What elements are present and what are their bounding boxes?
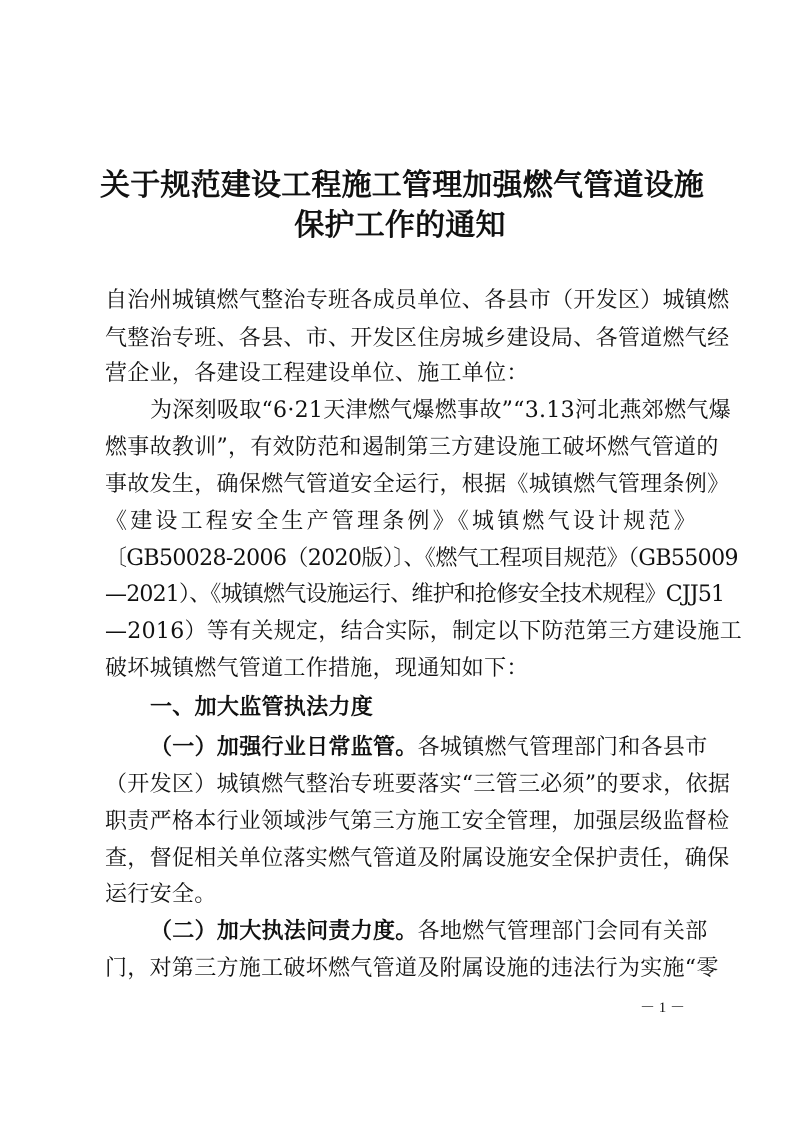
- page-number: － 1 －: [640, 1000, 686, 1016]
- item-1-line-3: 职责严格本行业领域涉气第三方施工安全管理，加强层级监督检: [105, 809, 730, 834]
- document-title-line-1: 关于规范建设工程施工管理加强燃气管道设施: [100, 168, 704, 203]
- item-1-line-5: 运行安全。: [105, 882, 217, 907]
- item-2-text: 各地燃气管理部门会同有关部: [417, 919, 708, 944]
- intro-line-1: 为深刻吸取“6·21天津燃气爆燃事故”“3.13河北燕郊燃气爆: [150, 398, 732, 423]
- intro-line-3: 事故发生，确保燃气管道安全运行，根据《城镇燃气管理条例》: [105, 472, 730, 497]
- item-2-line-2: 门，对第三方施工破坏燃气管道及附属设施的违法行为实施“零: [105, 956, 719, 981]
- section-heading: 一、加大监管执法力度: [150, 695, 374, 720]
- addressee-line-2: 气整治专班、各县、市、开发区住房城乡建设局、各管道燃气经: [105, 326, 730, 351]
- item-2-first-line: [150, 914, 708, 950]
- document-title-line-2: 保护工作的通知: [294, 208, 506, 243]
- item-1-first-line: [150, 730, 708, 766]
- item-1-line-4: 查，督促相关单位落实燃气管道及附属设施安全保护责任，确保: [105, 846, 730, 871]
- addressee-line-3: 营企业，各建设工程建设单位、施工单位：: [105, 361, 529, 386]
- intro-line-8: 破坏城镇燃气管道工作措施，现通知如下：: [105, 656, 529, 681]
- intro-line-5: 〔GB50028-2006（2020版）〕、《燃气工程项目规范》（GB55009: [105, 546, 738, 571]
- intro-line-4: 《建设工程安全生产管理条例》《城镇燃气设计规范》: [105, 509, 699, 534]
- intro-line-6: —2021）、《城镇燃气设施运行、维护和抢修安全技术规程》CJJ51: [105, 582, 725, 607]
- intro-line-2: 燃事故教训”，有效防范和遏制第三方建设施工破坏燃气管道的: [105, 435, 719, 460]
- addressee-line-1: 自治州城镇燃气整治专班各成员单位、各县市（开发区）城镇燃: [105, 288, 730, 313]
- item-2-label: （二）加大执法问责力度。: [150, 919, 418, 944]
- intro-line-7: —2016）等有关规定，结合实际，制定以下防范第三方建设施工: [105, 619, 742, 644]
- item-1-label: （一）加强行业日常监管。: [150, 735, 418, 760]
- item-1-text: 各城镇燃气管理部门和各县市: [417, 735, 708, 760]
- item-1-line-2: （开发区）城镇燃气整治专班要落实“三管三必须”的要求，依据: [105, 772, 731, 797]
